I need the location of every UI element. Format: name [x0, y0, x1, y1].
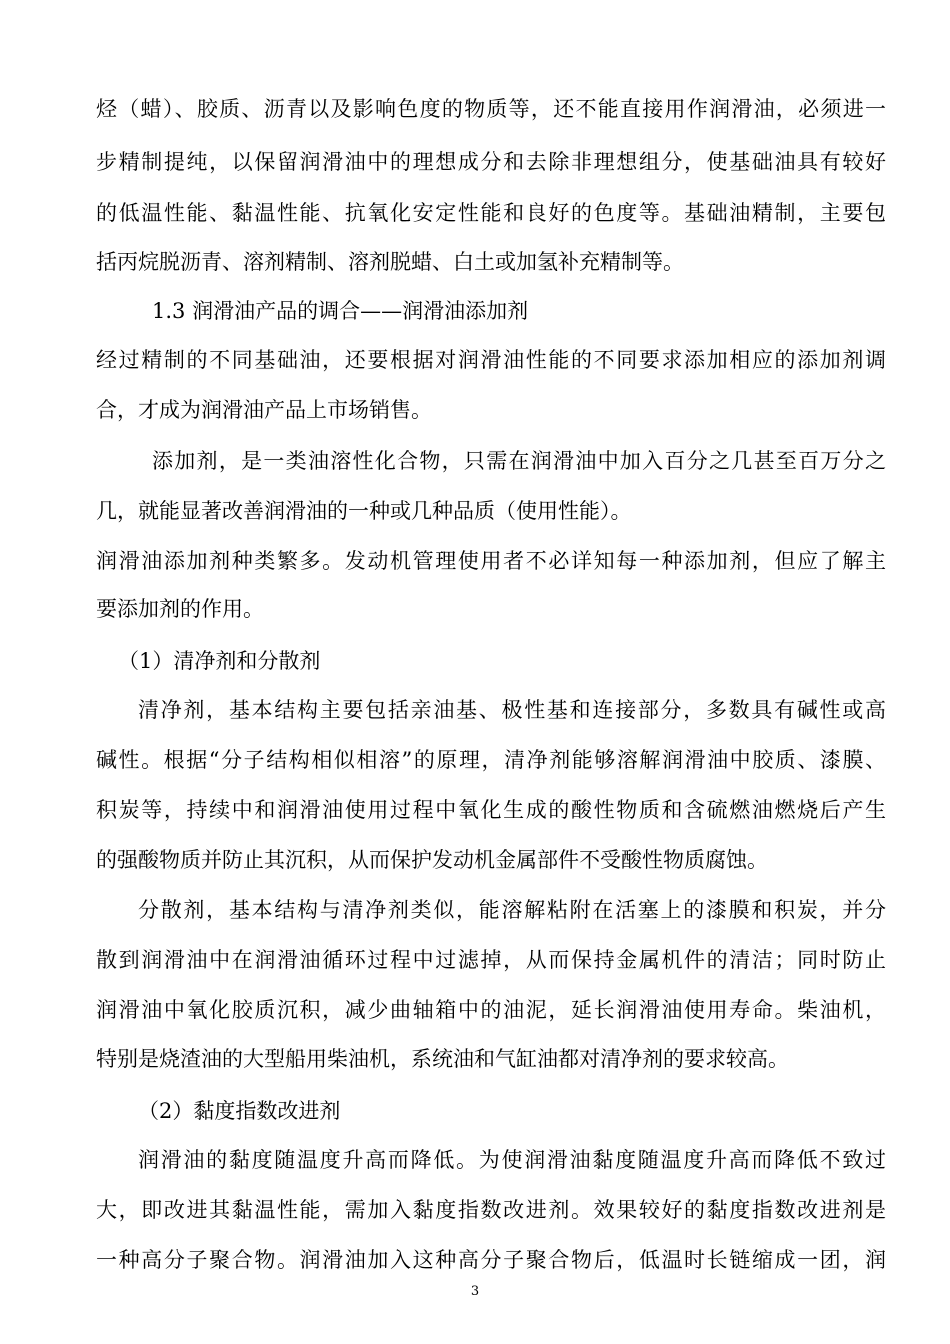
text-line: 润滑油添加剂种类繁多。发动机管理使用者不必详知每一种添加剂，但应了解主 — [96, 549, 886, 573]
text-line: 添加剂，是一类油溶性化合物，只需在润滑油中加入百分之几甚至百万分之 — [152, 449, 886, 473]
text-line: 散到润滑油中在润滑油循环过程中过滤掉，从而保持金属机件的清洁；同时防止 — [96, 948, 886, 972]
text-line: 的低温性能、黏温性能、抗氧化安定性能和良好的色度等。基础油精制，主要包 — [96, 201, 886, 225]
text-line: 经过精制的不同基础油，还要根据对润滑油性能的不同要求添加相应的添加剂调 — [96, 348, 886, 372]
text-line: 步精制提纯，以保留润滑油中的理想成分和去除非理想组分，使基础油具有较好 — [96, 150, 886, 174]
subsection-heading: （2）黏度指数改进剂 — [138, 1099, 341, 1123]
text-line: 的强酸物质并防止其沉积，从而保护发动机金属部件不受酸性物质腐蚀。 — [96, 848, 768, 872]
text-line: 烃（蜡）、胶质、沥青以及影响色度的物质等，还不能直接用作润滑油，必须进一 — [96, 97, 886, 121]
subsection-heading: （1）清净剂和分散剂 — [118, 649, 321, 673]
text-line: 润滑油的黏度随温度升高而降低。为使润滑油黏度随温度升高而降低不致过 — [138, 1148, 886, 1172]
text-line: 特别是烧渣油的大型船用柴油机，系统油和气缸油都对清净剂的要求较高。 — [96, 1047, 789, 1071]
text-line: 清净剂，基本结构主要包括亲油基、极性基和连接部分，多数具有碱性或高 — [138, 698, 886, 722]
text-line: 润滑油中氧化胶质沉积，减少曲轴箱中的油泥，延长润滑油使用寿命。柴油机， — [96, 998, 886, 1022]
text-line: 积炭等，持续中和润滑油使用过程中氧化生成的酸性物质和含硫燃油燃烧后产生 — [96, 798, 886, 822]
text-line: 分散剂，基本结构与清净剂类似，能溶解粘附在活塞上的漆膜和积炭，并分 — [138, 898, 886, 922]
text-line: 括丙烷脱沥青、溶剂精制、溶剂脱蜡、白土或加氢补充精制等。 — [96, 250, 684, 274]
text-line: 大，即改进其黏温性能，需加入黏度指数改进剂。效果较好的黏度指数改进剂是 — [96, 1198, 886, 1222]
text-line: 一种高分子聚合物。润滑油加入这种高分子聚合物后，低温时长链缩成一团，润 — [96, 1248, 886, 1272]
text-line: 几，就能显著改善润滑油的一种或几种品质（使用性能）。 — [96, 499, 632, 523]
section-heading: 1.3 润滑油产品的调合——润滑油添加剂 — [152, 299, 529, 323]
text-line: 合，才成为润滑油产品上市场销售。 — [96, 398, 432, 422]
page-number: 3 — [470, 1284, 480, 1299]
text-line: 要添加剂的作用。 — [96, 597, 264, 621]
text-line: 碱性。根据“分子结构相似相溶”的原理，清净剂能够溶解润滑油中胶质、漆膜、 — [96, 748, 886, 772]
